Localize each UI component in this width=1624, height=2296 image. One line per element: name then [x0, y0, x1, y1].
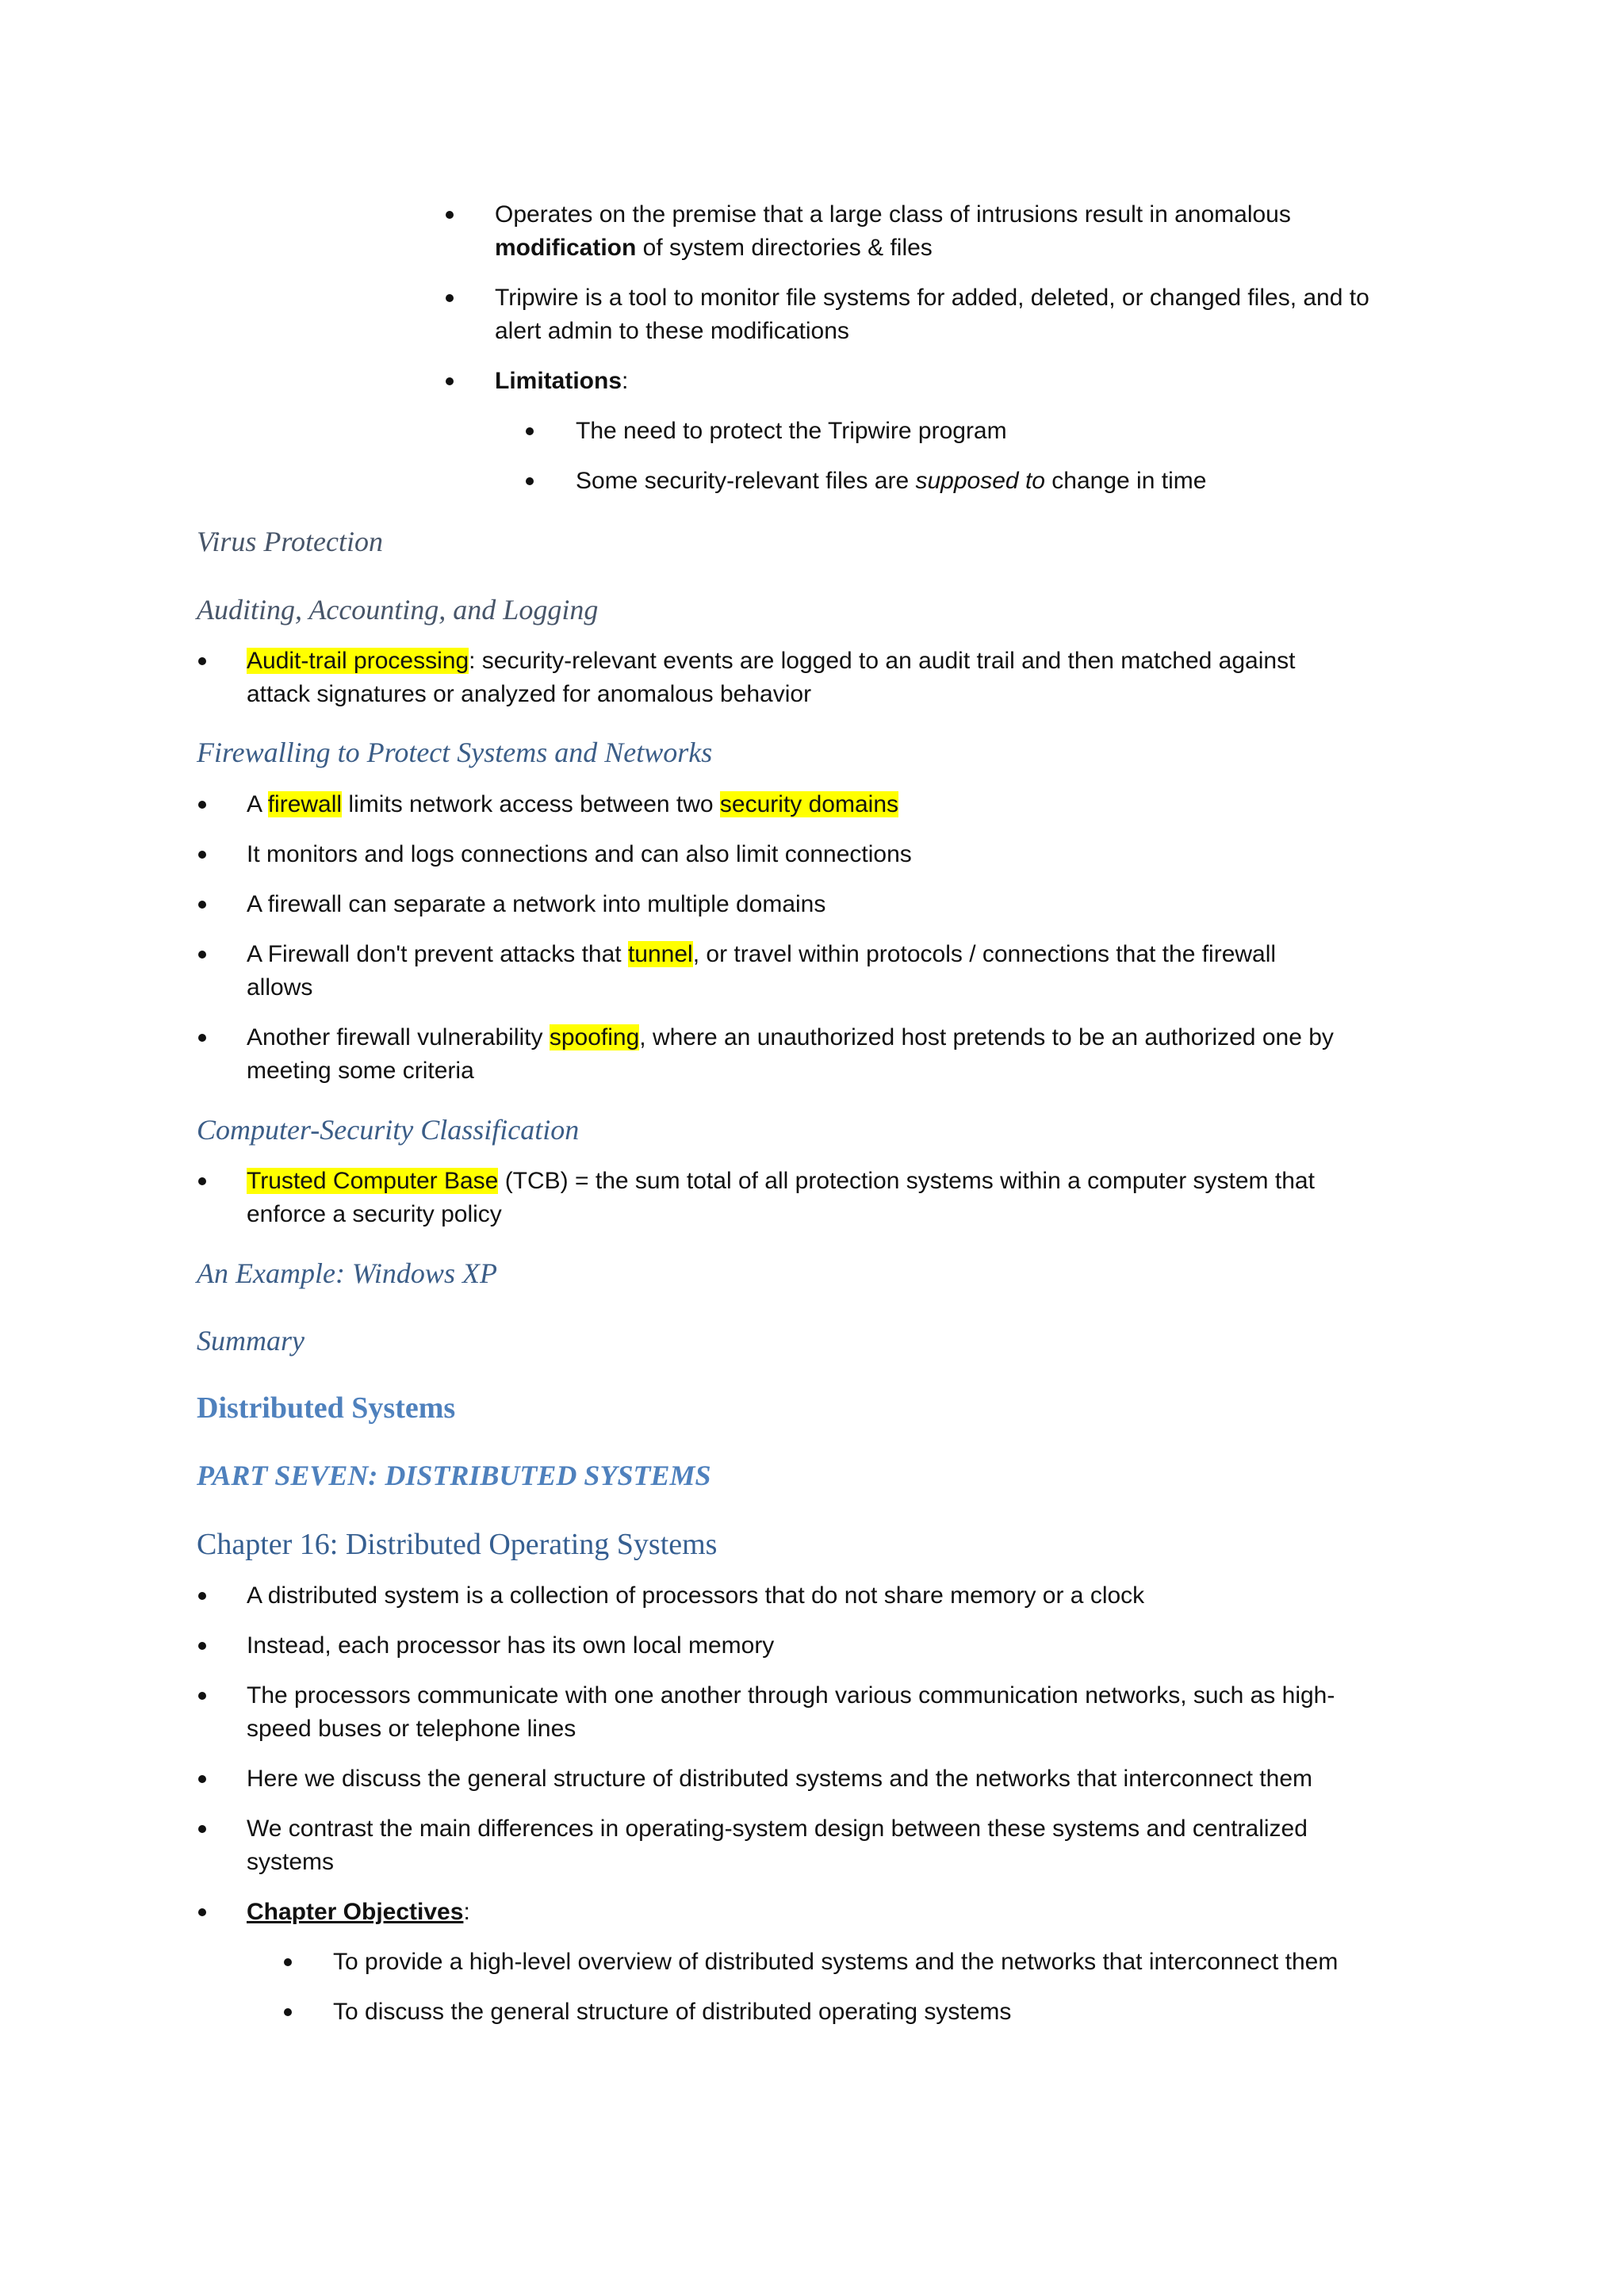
chapter-objectives-label: Chapter Objectives [247, 1899, 464, 1925]
heading-auditing: Auditing, Accounting, and Logging [197, 594, 599, 626]
bullet-icon [198, 801, 206, 809]
list-item-text: speed buses or telephone lines [247, 1716, 576, 1742]
heading-example: An Example: Windows XP [197, 1257, 497, 1289]
bullet-icon [198, 1825, 206, 1833]
list-item-text: A distributed system is a collection of processors that do not share memory or a clock [247, 1582, 1145, 1609]
heading-virus-protection: Virus Protection [197, 526, 383, 557]
list-item-text: To provide a high-level overview of distributed systems and the networks that interconnect them [333, 1949, 1339, 1975]
heading-part-seven: PART SEVEN: DISTRIBUTED SYSTEMS [197, 1460, 711, 1491]
list-item-text: We contrast the main differences in operating-system design between these systems and centralized [247, 1816, 1308, 1842]
list-item-text: A [247, 791, 268, 817]
list-item-text: Instead, each processor has its own local memory [247, 1632, 775, 1659]
bullet-icon [198, 1775, 206, 1783]
highlighted-term: firewall [267, 791, 343, 817]
list-item-text: Some security-relevant files are [576, 468, 916, 494]
bullet-icon [284, 2008, 292, 2016]
list-item [247, 1896, 470, 1929]
bullet-icon [198, 1177, 206, 1185]
sub-list-item [576, 465, 1206, 498]
list-item-text: The need to protect the Tripwire program [576, 418, 1007, 444]
list-item-text: A firewall can separate a network into multiple domains [247, 891, 826, 917]
highlighted-term: Audit-trail processing [247, 648, 469, 674]
highlighted-term: tunnel [627, 941, 693, 967]
list-item [247, 838, 912, 871]
list-item-text: systems [247, 1849, 335, 1875]
heading-distributed-systems: Distributed Systems [197, 1391, 456, 1425]
sub-list-item [333, 1996, 1011, 2029]
heading-classification: Computer-Security Classification [197, 1114, 580, 1146]
list-item-text: It monitors and logs connections and can also limit connections [247, 841, 912, 867]
list-item [247, 645, 1388, 711]
heading-summary: Summary [197, 1325, 304, 1357]
list-item [247, 1579, 1144, 1613]
list-item [247, 1021, 1420, 1088]
list-item [247, 1762, 1312, 1796]
list-item [247, 1679, 1436, 1746]
list-item-text: A Firewall don't prevent attacks that [247, 941, 628, 967]
bullet-icon [198, 901, 206, 909]
bullet-icon [198, 1642, 206, 1650]
list-item-text: change in time [1044, 468, 1207, 494]
list-item-text: allows [247, 974, 313, 1001]
list-item-text: Tripwire is a tool to monitor file systems for added, deleted, or changed files, and to [495, 285, 1369, 311]
list-item [247, 938, 1388, 1004]
list-item-text: (TCB) = the sum total of all protection systems within a computer system that [498, 1168, 1315, 1194]
bullet-icon [526, 477, 534, 485]
italic-term: supposed to [915, 468, 1045, 494]
bullet-icon [198, 951, 206, 959]
list-item [247, 788, 898, 821]
list-item [247, 1629, 774, 1663]
list-item-text: alert admin to these modifications [495, 318, 849, 344]
list-item [247, 1165, 1388, 1231]
bullet-icon [446, 377, 454, 385]
list-item-text: meeting some criteria [247, 1058, 474, 1084]
list-item-text: , where an unauthorized host pretends to be an authorized one by [639, 1024, 1334, 1050]
sub-list-item [576, 415, 1007, 448]
limitations-label: Limitations [495, 368, 622, 394]
bullet-icon [284, 1958, 292, 1966]
highlighted-term: Trusted Computer Base [247, 1168, 499, 1194]
list-item-text: The processors communicate with one another through various communication networks, such as high- [247, 1682, 1335, 1709]
list-item-text: enforce a security policy [247, 1201, 502, 1227]
list-item-text: attack signatures or analyzed for anomalous behavior [247, 681, 812, 707]
list-item-text: limits network access between two [342, 791, 720, 817]
bullet-icon [198, 1034, 206, 1042]
punctuation: : [622, 368, 629, 394]
heading-firewalling: Firewalling to Protect Systems and Networks [197, 737, 713, 768]
list-item [247, 1812, 1436, 1879]
bullet-icon [446, 211, 454, 219]
list-item-text: To discuss the general structure of distributed operating systems [333, 1999, 1012, 2025]
bullet-icon [198, 1692, 206, 1700]
bullet-icon [526, 427, 534, 435]
list-item-text: Here we discuss the general structure of distributed systems and the networks that interconnect them [247, 1766, 1312, 1792]
bullet-icon [198, 1908, 206, 1916]
bullet-icon [446, 294, 454, 302]
list-item-text: , or travel within protocols / connections that the firewall [692, 941, 1277, 967]
list-item [495, 365, 628, 398]
bold-term: modification [495, 235, 637, 261]
list-item [247, 888, 825, 921]
list-item-text: : security-relevant events are logged to an audit trail and then matched against [469, 648, 1296, 674]
list-item-text: Operates on the premise that a large class of intrusions result in anomalous [495, 201, 1291, 228]
list-item [495, 198, 1526, 265]
punctuation: : [463, 1899, 470, 1925]
heading-chapter-16: Chapter 16: Distributed Operating Systems [197, 1528, 718, 1561]
list-item-text: of system directories & files [636, 235, 933, 261]
highlighted-term: security domains [719, 791, 899, 817]
bullet-icon [198, 657, 206, 665]
list-item [495, 281, 1573, 348]
highlighted-term: spoofing [549, 1024, 640, 1050]
bullet-icon [198, 1592, 206, 1600]
list-item-text: Another firewall vulnerability [247, 1024, 550, 1050]
sub-list-item [333, 1946, 1338, 1979]
bullet-icon [198, 851, 206, 859]
